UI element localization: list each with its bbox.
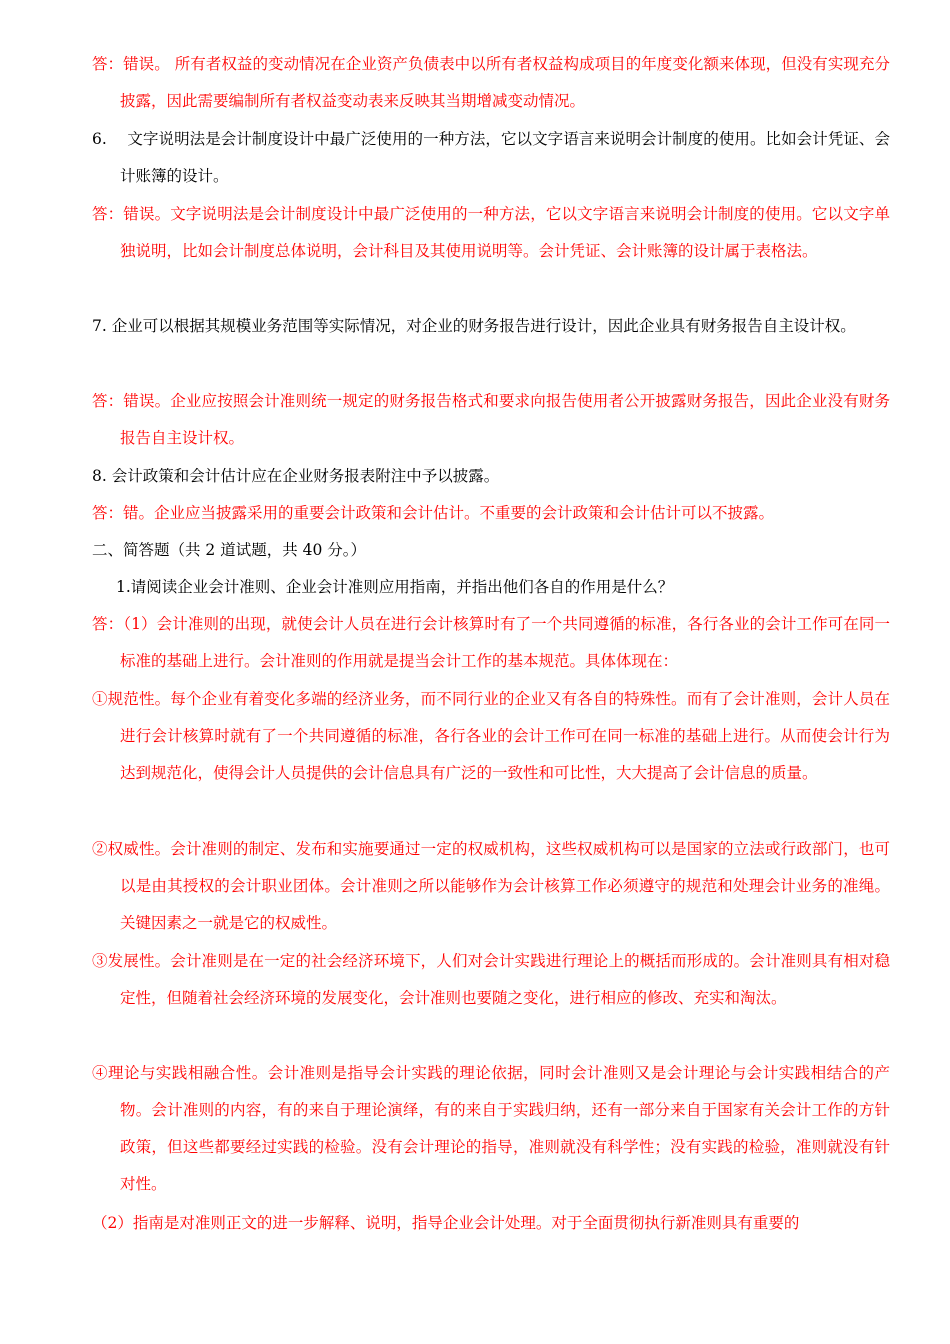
answer-5: 答：错误。 所有者权益的变动情况在企业资产负债表中以所有者权益构成项目的年度变化额来体现，但没有实现充分披露，因此需要编制所有者权益变动表来反映其当期增减变动情况。 bbox=[92, 55, 890, 110]
answer-6: 答：错误。文字说明法是会计制度设计中最广泛使用的一种方法，它以文字语言来说明会计制度的使用。它以文字单独说明，比如会计制度总体说明，会计科目及其使用说明等。会计凭证、会计账簿的设计属于表格法。 bbox=[92, 205, 890, 260]
answer-8: 答：错。企业应当披露采用的重要会计政策和会计估计。不重要的会计政策和会计估计可以不披露。 bbox=[92, 504, 775, 522]
point-authority: ②权威性。会计准则的制定、发布和实施要通过一定的权威机构，这些权威机构可以是国家的立法或行政部门，也可以是由其授权的会计职业团体。会计准则之所以能够作为会计核算工作必须遵守的规范和处理会计业务的准绳。关键因素之一就是它的权威性。 bbox=[92, 840, 890, 932]
short-answer-1-intro: 答：（1）会计准则的出现，就使会计人员在进行会计核算时有了一个共同遵循的标准，各行各业的会计工作可在同一标准的基础上进行。会计准则的作用就是提当会计工作的基本规范。具体体现在： bbox=[92, 615, 890, 670]
point-normativity: ①规范性。每个企业有着变化多端的经济业务，而不同行业的企业又有各自的特殊性。而有了会计准则，会计人员在进行会计核算时就有了一个共同遵循的标准，各行各业的会计工作可在同一标准的基础上进行。从而使会计行为达到规范化，使得会计人员提供的会计信息具有广泛的一致性和可比性，大大提高了会计信息的质量。 bbox=[92, 690, 890, 782]
question-6: 6. 文字说明法是会计制度设计中最广泛使用的一种方法，它以文字语言来说明会计制度的使用。比如会计凭证、会计账簿的设计。 bbox=[92, 130, 890, 185]
point-development: ③发展性。会计准则是在一定的社会经济环境下，人们对会计实践进行理论上的概括而形成的。会计准则具有相对稳定性，但随着社会经济环境的发展变化，会计准则也要随之变化，进行相应的修改、充实和淘汰。 bbox=[92, 952, 890, 1007]
point-theory-practice: ④理论与实践相融合性。会计准则是指导会计实践的理论依据，同时会计准则又是会计理论与会计实践相结合的产物。会计准则的内容，有的来自于理论演绎，有的来自于实践归纳，还有一部分来自于国家有关会计工作的方针政策，但这些都要经过实践的检验。没有会计理论的指导，准则就没有科学性；没有实践的检验，准则就没有针对性。 bbox=[92, 1064, 890, 1193]
short-answer-1-guidance: （2）指南是对准则正文的进一步解释、说明，指导企业会计处理。对于全面贯彻执行新准则具有重要的 bbox=[92, 1214, 800, 1232]
question-8: 8. 会计政策和会计估计应在企业财务报表附注中予以披露。 bbox=[92, 467, 500, 485]
short-question-1: 1.请阅读企业会计准则、企业会计准则应用指南，并指出他们各自的作用是什么？ bbox=[116, 578, 674, 596]
question-7: 7. 企业可以根据其规模业务范围等实际情况，对企业的财务报告进行设计，因此企业具有财务报告自主设计权。 bbox=[92, 317, 856, 335]
answer-7: 答：错误。企业应按照会计准则统一规定的财务报告格式和要求向报告使用者公开披露财务报告，因此企业没有财务报告自主设计权。 bbox=[92, 392, 890, 447]
section-heading: 二、简答题（共 2 道试题，共 40 分。） bbox=[92, 541, 367, 559]
